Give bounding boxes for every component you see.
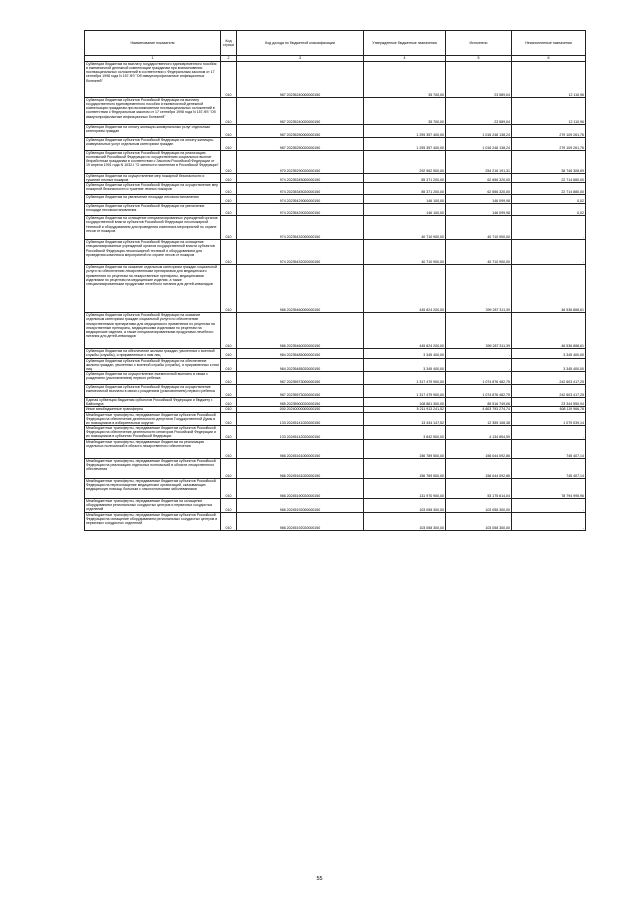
cell-approved: 35 700,00 [364, 98, 446, 125]
table-row [85, 138, 586, 151]
cell-executed: 254 216 191,31 [446, 151, 512, 174]
cell-kbk: 986 20235460000000150 [237, 265, 364, 313]
table-row [85, 372, 586, 385]
cell-approved: 3 345 400,00 [364, 349, 446, 358]
cell-executed: 40 710 900,00 [446, 240, 512, 265]
column-number: 1 [85, 56, 221, 62]
cell-remaining: 12 110,96 [512, 98, 586, 125]
table-row [85, 98, 586, 125]
budget-execution-table [84, 30, 586, 531]
cell-kbk: 986 20235460020000150 [237, 313, 364, 349]
cell-remaining: 745 407,14 [512, 459, 586, 479]
cell-approved: 40 710 900,00 [364, 240, 446, 265]
cell-kbk: 974 20235345000000150 [237, 174, 364, 183]
cell-approved: 131 970 900,00 [364, 479, 446, 499]
header-remaining: Неисполненные назначения [512, 31, 586, 56]
table-row [85, 499, 586, 513]
cell-remaining: - [512, 426, 586, 440]
cell-remaining: 22 714 880,00 [512, 174, 586, 183]
header-approved: Утвержденные бюджетные назначения [364, 31, 446, 56]
cell-executed: 4 134 854,59 [446, 426, 512, 440]
table-row [85, 385, 586, 398]
cell-line-code: 010 [221, 459, 237, 479]
cell-line-code: 010 [221, 426, 237, 440]
cell-line-code: 010 [221, 479, 237, 499]
cell-kbk: 986 20245161020000150 [237, 459, 364, 479]
cell-name: Субвенции бюджетам субъектов Российской Федерации на осуществление мер пожарной безопасности и тушение лесных пожаров [85, 183, 221, 195]
cell-approved: 445 824 200,00 [364, 313, 446, 349]
cell-line-code: 010 [221, 125, 237, 138]
cell-kbk: 974 20235429000000150 [237, 195, 364, 204]
cell-name: Межбюджетные трансферты, передаваемые бюджетам субъектов Российской Федерации на оснащение оборудованием региональных сосудистых центров и первичных сосудистых отделений [85, 513, 221, 531]
cell-name: Межбюджетные трансферты, передаваемые бюджетам субъектов Российской Федерации на обеспечение деятельности депутатов Государственной Думы и их помощников в избирательных округах [85, 412, 221, 425]
cell-remaining: 1 079 039,14 [512, 412, 586, 425]
cell-kbk: 987 20235250000000150 [237, 125, 364, 138]
cell-approved: 1 295 357 400,00 [364, 138, 446, 151]
cell-approved: 1 295 357 400,00 [364, 125, 446, 138]
table-row [85, 358, 586, 371]
cell-remaining: 46 536 888,61 [512, 265, 586, 313]
cell-line-code: 010 [221, 138, 237, 151]
cell-kbk: 133 20245142020000150 [237, 426, 364, 440]
cell-name: Субвенции бюджетам субъектов Российской Федерации на оказание отдельным категориям граждан социальной услуги по обеспечению лекарственными препаратами для медицинского применения по рецептам на лекарственные препараты, медицинскими изделиями по рецептам на медицинские изделия, а также специализированными продуктами лечебного питания для детей-инвалидов [85, 313, 221, 349]
cell-name: Субвенции бюджетам субъектов Российской Федерации на оплату жилищно-коммунальных услуг отдельным категориям граждан [85, 138, 221, 151]
cell-approved: 1 317 479 900,00 [364, 372, 446, 385]
cell-line-code: 010 [221, 204, 237, 216]
cell-executed: 156 044 092,86 [446, 459, 512, 479]
cell-line-code: 010 [221, 385, 237, 398]
cell-name: Субвенции бюджетам субъектов Российской Федерации на выплату государственного единовременного пособия и ежемесячной денежной компенсации гражданам при возникновении поствакцинальных осложнений в соответствии с Федеральным законом от 17 сентября 1998 года N 157-ФЗ "Об иммунопрофилактике инфекционных болезней" [85, 98, 221, 125]
cell-approved: 40 710 900,00 [364, 216, 446, 240]
cell-name: Субвенции бюджетам субъектов Российской Федерации на оснащение специализированных учреждений органов государственной власти субъектов Российской Федерации лесопожарной техникой и оборудованием для проведения комплекса мероприятий по охране лесов от пожаров [85, 240, 221, 265]
cell-remaining: - [512, 216, 586, 240]
cell-remaining: 46 536 888,61 [512, 313, 586, 349]
cell-approved: 103 058 300,00 [364, 499, 446, 513]
cell-line-code: 010 [221, 240, 237, 265]
cell-name: Субвенции бюджетам на осуществление ежемесячной выплаты в связи с рождением (усыновлением) первого ребенка [85, 372, 221, 385]
cell-kbk: 986 20245192000000150 [237, 499, 364, 513]
cell-executed: 85 516 749,06 [446, 398, 512, 407]
column-number: 4 [364, 56, 446, 62]
cell-executed: 146 099,98 [446, 204, 512, 216]
cell-name: Субвенции бюджетам субъектов Российской Федерации на увеличение площади лесовосстановления [85, 204, 221, 216]
cell-executed: - [446, 358, 512, 371]
cell-name: Единая субвенция бюджетам субъектов Российской Федерации и бюджету г. Байконура [85, 398, 221, 407]
cell-name: Межбюджетные трансферты, передаваемые бюджетам субъектов Российской Федерации на обеспечение деятельности сенаторов Российской Федерации и их помощников в субъектах Российской Федерации [85, 426, 221, 440]
table-row [85, 459, 586, 479]
cell-remaining: 242 603 417,25 [512, 372, 586, 385]
cell-name: Субвенции бюджетам субъектов Российской Федерации на осуществление ежемесячной выплаты в связи с рождением (усыновлением) первого ребенка [85, 385, 221, 398]
table-row [85, 216, 586, 240]
cell-kbk: 986 20245161000000150 [237, 440, 364, 459]
table-body [85, 62, 586, 531]
cell-approved: 146 100,00 [364, 204, 446, 216]
cell-name: Субвенции бюджетам на осуществление мер пожарной безопасности и тушение лесных пожаров [85, 174, 221, 183]
cell-approved: 3 842 500,00 [364, 426, 446, 440]
cell-kbk: 987 20235573000000150 [237, 372, 364, 385]
cell-line-code: 010 [221, 349, 237, 358]
cell-remaining: 3 345 400,00 [512, 358, 586, 371]
cell-kbk: 000 20240000000000150 [237, 407, 364, 412]
table-row [85, 426, 586, 440]
cell-kbk: 987 20235573020000150 [237, 385, 364, 398]
cell-remaining: 3 345 400,00 [512, 349, 586, 358]
cell-executed: 1 074 876 482,75 [446, 385, 512, 398]
header-kbk: Код дохода по бюджетной классификации [237, 31, 364, 56]
table-row [85, 151, 586, 174]
table-row [85, 349, 586, 358]
header-row [85, 31, 586, 56]
cell-executed: - [446, 349, 512, 358]
column-number: 2 [221, 56, 237, 62]
cell-remaining: 23 344 550,94 [512, 398, 586, 407]
table-row [85, 183, 586, 195]
table-row [85, 412, 586, 425]
cell-remaining: - [512, 513, 586, 531]
cell-approved: 156 789 500,00 [364, 459, 446, 479]
cell-executed: 1 016 248 138,24 [446, 125, 512, 138]
cell-line-code: 010 [221, 195, 237, 204]
cell-name: Субвенции бюджетам субъектов Российской Федерации на обеспечение жильем граждан, уволенных с военной службы (службы), и приравненных к ним лиц [86, 358, 219, 371]
cell-kbk: 974 20235432020000150 [237, 240, 364, 265]
cell-kbk: 987 20235250020000150 [237, 138, 364, 151]
cell-kbk: 970 20235290020000150 [237, 151, 364, 174]
table-row [85, 398, 586, 407]
column-number: 6 [512, 56, 586, 62]
cell-executed: 40 710 900,00 [446, 216, 512, 240]
cell-line-code: 010 [221, 513, 237, 531]
cell-remaining: 745 407,14 [512, 440, 586, 459]
cell-approved: 445 824 200,00 [364, 265, 446, 313]
table-row [85, 479, 586, 499]
cell-approved: 156 789 500,00 [364, 440, 446, 459]
table-row [85, 265, 586, 313]
cell-executed: 62 656 320,00 [446, 174, 512, 183]
cell-approved: 146 100,00 [364, 195, 446, 204]
cell-name: Межбюджетные трансферты, передаваемые бюджетам субъектов Российской Федерации на переоснащение медицинских организаций, оказывающих медицинскую помощь больным с онкологическими заболеваниями [85, 479, 221, 499]
cell-line-code: 010 [221, 499, 237, 513]
cell-kbk: 987 20235240000000150 [237, 62, 364, 98]
cell-name: Субвенции бюджетам субъектов Российской Федерации на реализацию полномочий Российской Федерации по осуществлению социальных выплат безработным гражданам в соответствии с Законом Российской Федерации от 19 апреля 1991 года N 1032-I "О занятости населения в Российской Федерации" [85, 151, 221, 174]
cell-line-code: 010 [221, 313, 237, 349]
cell-approved: 108 861 300,00 [364, 398, 446, 407]
column-number: 5 [446, 56, 512, 62]
table-row [85, 62, 586, 98]
table-row [85, 204, 586, 216]
cell-kbk: 984 20235485000000150 [237, 349, 364, 358]
table-row [85, 240, 586, 265]
cell-kbk: 974 20235429020000150 [237, 204, 364, 216]
cell-name: Субвенции бюджетам на оснащение специализированных учреждений органов государственной власти субъектов Российской Федерации лесопожарной техникой и оборудованием для проведения комплекса мероприятий по охране лесов от пожаров [85, 216, 221, 240]
cell-line-code: 010 [221, 407, 237, 412]
cell-approved: 103 058 300,00 [364, 513, 446, 531]
cell-approved: 3 345 400,00 [364, 358, 446, 371]
table-row [85, 313, 586, 349]
cell-executed: 103 058 300,00 [446, 499, 512, 513]
header-executed: Исполнено [446, 31, 512, 56]
cell-line-code: 010 [221, 440, 237, 459]
cell-remaining: 78 794 995,96 [512, 479, 586, 499]
cell-remaining: 0,02 [512, 195, 586, 204]
cell-executed: 1 074 876 482,75 [446, 372, 512, 385]
cell-kbk: 974 20235345020000150 [237, 183, 364, 195]
cell-line-code: 010 [221, 183, 237, 195]
cell-remaining: 242 603 417,25 [512, 385, 586, 398]
cell-line-code: 010 [221, 358, 237, 371]
cell-line-code: 010 [221, 372, 237, 385]
header-name: Наименование показателя [85, 31, 221, 56]
cell-name: Межбюджетные трансферты, передаваемые бюджетам на оснащение оборудованием региональных сосудистых центров и первичных сосудистых отделений [85, 499, 221, 513]
cell-approved: 35 700,00 [364, 62, 446, 98]
cell-name: Субвенции бюджетам на увеличение площади лесовосстановления [85, 195, 221, 204]
cell-line-code: 010 [221, 151, 237, 174]
cell-line-code: 010 [221, 174, 237, 183]
cell-executed: 23 589,04 [446, 98, 512, 125]
table-row [85, 513, 586, 531]
cell-name: Иные межбюджетные трансферты [85, 407, 221, 412]
cell-kbk: 987 20235240020000150 [237, 98, 364, 125]
cell-remaining: 12 110,96 [512, 62, 586, 98]
cell-kbk: 985 20235900020000150 [237, 398, 364, 407]
cell-line-code: 010 [221, 398, 237, 407]
column-number: 3 [237, 56, 364, 62]
cell-name: Субвенции бюджетам на обеспечение жильем граждан, уволенных с военной службы (службы), и приравненных к ним лиц [85, 349, 221, 358]
cell-executed: 62 656 320,00 [446, 183, 512, 195]
cell-name: Субвенции бюджетам на выплату государственного единовременного пособия и ежемесячной денежной компенсации гражданам при возникновении поствакцинальных осложнений в соответствии с Федеральным законом от 17 сентября 1998 года N 157-ФЗ "Об иммунопрофилактике инфекционных болезней" [85, 62, 221, 98]
cell-executed: 1 016 248 138,24 [446, 138, 512, 151]
cell-remaining: 0,02 [512, 204, 586, 216]
table-row [85, 125, 586, 138]
cell-approved: 5 211 913 241,52 [364, 407, 446, 412]
cell-executed: 399 287 311,39 [446, 313, 512, 349]
cell-executed: 156 044 092,86 [446, 440, 512, 459]
cell-kbk: 984 20235485020000150 [237, 358, 364, 371]
cell-executed: 12 355 108,38 [446, 412, 512, 425]
cell-kbk: 986 20245190020000150 [237, 479, 364, 499]
cell-name: Межбюджетные трансферты, передаваемые бюджетам на реализацию отдельных полномочий в области лекарственного обеспечения [85, 440, 221, 459]
page-number: 55 [316, 876, 323, 882]
table-row [85, 440, 586, 459]
cell-approved: 292 962 500,00 [364, 151, 446, 174]
cell-line-code: 010 [221, 265, 237, 313]
cell-line-code: 010 [221, 216, 237, 240]
cell-remaining: 279 109 261,76 [512, 125, 586, 138]
cell-approved: 85 371 200,00 [364, 183, 446, 195]
cell-line-code: 010 [221, 98, 237, 125]
cell-name: Субвенции бюджетам на оплату жилищно-коммунальных услуг отдельным категориям граждан [85, 125, 221, 138]
cell-remaining: 22 714 880,00 [512, 183, 586, 195]
cell-kbk: 974 20235432000000150 [237, 216, 364, 240]
cell-name: Субвенции бюджетам на оказание отдельным категориям граждан социальной услуги по обеспечению лекарственными препаратами для медицинского применения по рецептам на лекарственные препараты, медицинскими изделиями по рецептам на медицинские изделия, а также специализированными продуктами лечебного питания для детей-инвалидов [85, 265, 221, 313]
cell-executed: 103 058 300,00 [446, 513, 512, 531]
cell-remaining: 279 109 261,76 [512, 138, 586, 151]
cell-line-code: 010 [221, 412, 237, 425]
cell-kbk: 986 20245192020000150 [237, 513, 364, 531]
cell-remaining: 38 746 308,69 [512, 151, 586, 174]
table-row [85, 195, 586, 204]
cell-executed: 399 287 311,39 [446, 265, 512, 313]
cell-name: Межбюджетные трансферты, передаваемые бюджетам субъектов Российской Федерации на реализацию отдельных полномочий в области лекарственного обеспечения [85, 459, 221, 479]
cell-executed: 23 589,04 [446, 62, 512, 98]
cell-approved: 13 434 147,52 [364, 412, 446, 425]
cell-approved: 85 371 200,00 [364, 174, 446, 183]
cell-line-code: 010 [221, 62, 237, 98]
cell-kbk: 133 20245141020000150 [237, 412, 364, 425]
cell-executed: 53 175 614,04 [446, 479, 512, 499]
cell-executed: 4 603 793 274,74 [446, 407, 512, 412]
table-row [85, 174, 586, 183]
cell-approved: 1 317 479 900,00 [364, 385, 446, 398]
cell-remaining: 608 119 966,78 [512, 407, 586, 412]
cell-remaining: - [512, 499, 586, 513]
cell-executed: 146 099,98 [446, 195, 512, 204]
header-line-code: Код строки [221, 31, 237, 56]
cell-remaining: - [512, 240, 586, 265]
